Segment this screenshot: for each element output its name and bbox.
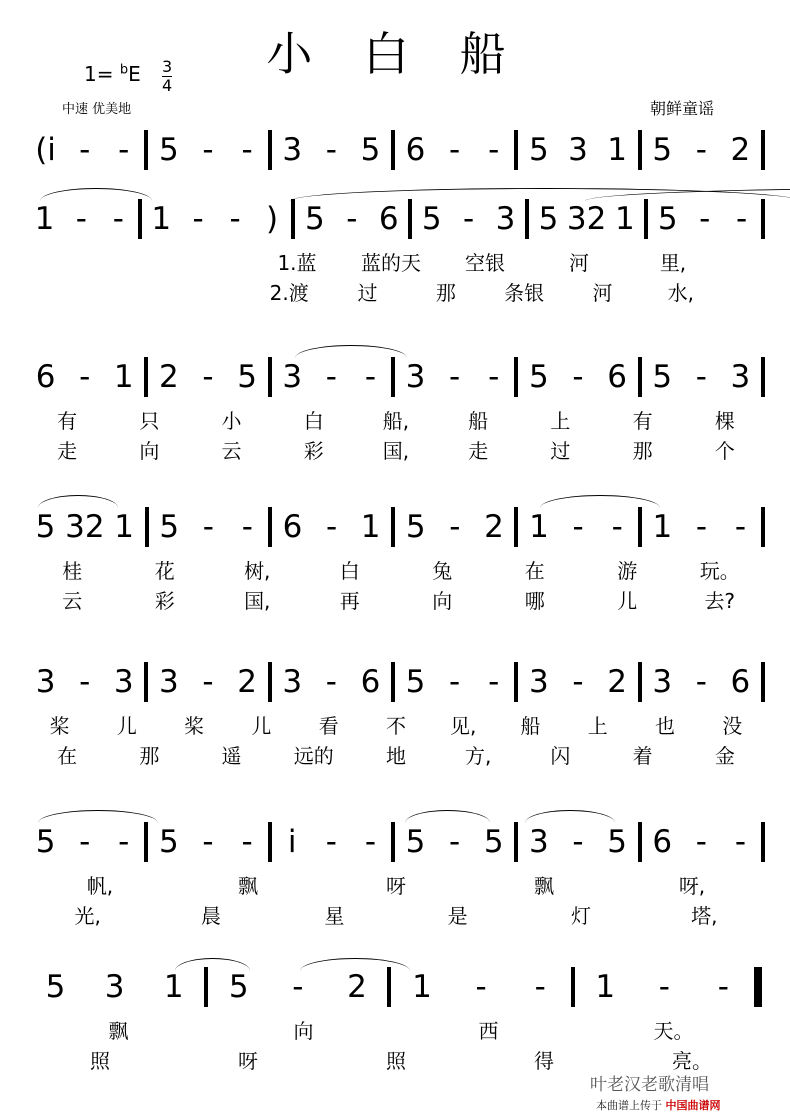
note: 5 xyxy=(538,201,559,237)
note: - xyxy=(202,824,214,860)
lyric-word: 树, xyxy=(244,559,271,583)
note: 3 xyxy=(405,359,426,395)
barline xyxy=(391,357,395,397)
lyric-word: 有 xyxy=(57,409,78,433)
note: - xyxy=(79,824,91,860)
note: 1 xyxy=(113,359,134,395)
note: - xyxy=(325,824,337,860)
note: 5 xyxy=(159,824,179,860)
slur xyxy=(295,345,407,358)
barline xyxy=(268,822,272,862)
note: 1 xyxy=(614,201,635,237)
note: - xyxy=(75,201,87,237)
lyric-word: 呀 xyxy=(386,874,406,898)
note: - xyxy=(695,132,707,168)
note: - xyxy=(572,824,584,860)
lyric-word: 蓝的天 xyxy=(361,251,421,275)
note: - xyxy=(118,132,130,168)
note: 6 xyxy=(652,824,673,860)
lyric-word: 游 xyxy=(617,559,638,583)
slur xyxy=(540,495,660,508)
note: - xyxy=(488,132,500,168)
lyric-row-7-verse-2 xyxy=(26,1045,766,1073)
barline xyxy=(387,967,391,1007)
barline xyxy=(268,662,272,702)
note: - xyxy=(449,824,461,860)
note: - xyxy=(241,824,253,860)
note: - xyxy=(325,132,337,168)
lyric-row-3-verse-1 xyxy=(26,405,766,433)
barline xyxy=(761,199,765,239)
barline xyxy=(514,507,518,547)
lyric-word: 个 xyxy=(714,439,735,463)
note: (i xyxy=(35,132,56,168)
lyric-word: 河 xyxy=(569,251,589,275)
note: 5 xyxy=(405,509,426,545)
note: 6 xyxy=(282,509,303,545)
note: - xyxy=(488,359,500,395)
barline xyxy=(761,130,765,170)
barline xyxy=(638,662,642,702)
note: - xyxy=(79,132,91,168)
lyric-word: 照 xyxy=(90,1049,110,1073)
lyric-word: 桂 xyxy=(62,559,83,583)
note: - xyxy=(364,359,377,395)
note: - xyxy=(735,201,748,237)
lyric-word: 遥 xyxy=(221,744,242,768)
barline xyxy=(571,967,575,1007)
note: 3 xyxy=(35,664,56,700)
lyric-word: 船 xyxy=(520,714,541,738)
note: 1 xyxy=(34,201,55,237)
lyric-word: 云 xyxy=(221,439,242,463)
note: - xyxy=(192,201,204,237)
lyric-word: 有 xyxy=(632,409,653,433)
note: - xyxy=(658,969,670,1005)
note: 6 xyxy=(405,132,426,168)
lyric-word: 过 xyxy=(357,281,378,305)
barline xyxy=(391,130,395,170)
note: 5 xyxy=(228,969,249,1005)
note: 32 xyxy=(566,201,607,237)
lyric-word: 远的 xyxy=(293,744,334,768)
lyric-word: 照 xyxy=(386,1049,406,1073)
lyric-word: 那 xyxy=(435,281,456,305)
barline xyxy=(144,822,148,862)
lyric-word: 兔 xyxy=(432,559,453,583)
barline xyxy=(144,357,148,397)
lyric-row-6-verse-1 xyxy=(26,870,766,898)
note: 2 xyxy=(347,969,367,1005)
note: 5 xyxy=(305,201,325,237)
lyric-word: 见, xyxy=(450,714,477,738)
note: 3 xyxy=(495,201,516,237)
lyric-word: 不 xyxy=(385,714,406,738)
barline xyxy=(525,199,529,239)
lyric-word: 向 xyxy=(432,589,453,613)
barline xyxy=(268,130,272,170)
lyric-word: 彩 xyxy=(154,589,175,613)
note: - xyxy=(572,509,584,545)
note: - xyxy=(449,509,461,545)
note: 5 xyxy=(159,509,180,545)
note: - xyxy=(449,664,461,700)
lyric-word: 白 xyxy=(303,409,324,433)
note: 3 xyxy=(282,132,303,168)
lyric-row-2-verse-2 xyxy=(250,277,720,305)
note: - xyxy=(734,509,747,545)
note: 3 xyxy=(159,664,179,700)
notes-row-1 xyxy=(26,128,766,172)
lyric-word: 船, xyxy=(382,409,410,433)
note: 5 xyxy=(405,664,426,700)
note: 5 xyxy=(35,824,56,860)
note: 6 xyxy=(607,359,627,395)
lyric-row-5-verse-2 xyxy=(26,740,766,768)
note: - xyxy=(325,359,337,395)
lyric-word: 水, xyxy=(667,281,694,305)
lyric-word: 飘 xyxy=(108,1019,129,1043)
lyric-row-7-verse-1 xyxy=(26,1015,766,1043)
lyric-word: 西 xyxy=(478,1019,499,1043)
lyric-row-6-verse-2 xyxy=(26,900,766,928)
note: 6 xyxy=(378,201,399,237)
lyric-row-5-verse-1 xyxy=(26,710,766,738)
note: 1 xyxy=(114,509,134,545)
note: - xyxy=(572,664,584,700)
lyric-word: 空银 xyxy=(465,251,505,275)
note: 2 xyxy=(730,132,751,168)
lyric-word: 没 xyxy=(722,714,743,738)
slur xyxy=(175,958,250,971)
lyric-word: 灯 xyxy=(570,904,591,928)
note: - xyxy=(699,201,711,237)
note: - xyxy=(364,824,377,860)
note: - xyxy=(112,201,124,237)
note: 5 xyxy=(421,201,442,237)
watermark-sub: 本曲谱上传于 中国曲谱网 xyxy=(596,1099,721,1112)
note: - xyxy=(241,132,253,168)
lyric-row-4-verse-2 xyxy=(26,585,766,613)
note: - xyxy=(118,824,130,860)
lyric-word: 桨 xyxy=(184,714,205,738)
note: 1 xyxy=(163,969,184,1005)
lyric-word: 过 xyxy=(550,439,571,463)
note: 5 xyxy=(45,969,66,1005)
notes-row-4 xyxy=(26,505,766,549)
note: - xyxy=(79,359,91,395)
note: 2 xyxy=(484,509,504,545)
time-signature: 3 4 xyxy=(162,57,173,95)
note: 1 xyxy=(607,132,627,168)
notes-row-5 xyxy=(26,660,766,704)
note: 5 xyxy=(529,359,549,395)
note: - xyxy=(695,664,707,700)
notes-row-6 xyxy=(26,820,766,864)
lyric-word: 再 xyxy=(339,589,360,613)
barline xyxy=(638,357,642,397)
barline xyxy=(644,199,648,239)
barline xyxy=(268,507,272,547)
lyric-word: 棵 xyxy=(714,409,735,433)
note: - xyxy=(202,132,214,168)
note: 1 xyxy=(595,969,616,1005)
note: 5 xyxy=(35,509,56,545)
tempo-marking: 中速 优美地 xyxy=(62,102,132,117)
lyric-word: 金 xyxy=(714,744,735,768)
lyric-word: 哪 xyxy=(524,589,545,613)
lyric-word: 花 xyxy=(154,559,175,583)
note: - xyxy=(241,509,253,545)
note: - xyxy=(202,664,214,700)
note: 1 xyxy=(360,509,381,545)
note: - xyxy=(611,509,623,545)
note: - xyxy=(534,969,546,1005)
song-source: 朝鲜童谣 xyxy=(650,99,715,118)
lyric-word: 塔, xyxy=(691,904,718,928)
barline xyxy=(408,199,412,239)
lyric-word: 国, xyxy=(244,589,271,613)
lyric-word: 是 xyxy=(447,904,468,928)
lyric-row-4-verse-1 xyxy=(26,555,766,583)
lyric-word: 只 xyxy=(139,409,160,433)
lyric-word: 上 xyxy=(550,409,571,433)
note: 5 xyxy=(360,132,381,168)
barline xyxy=(391,507,395,547)
lyric-word: 飘 xyxy=(238,874,258,898)
note: 1 xyxy=(652,509,673,545)
lyric-word: 星 xyxy=(324,904,345,928)
note: 5 xyxy=(237,359,257,395)
note: i xyxy=(287,824,297,860)
barline xyxy=(514,662,518,702)
note: 3 xyxy=(568,132,588,168)
barline xyxy=(204,967,208,1007)
lyric-word: 桨 xyxy=(49,714,70,738)
note: - xyxy=(202,509,214,545)
watermark-text: 叶老汉老歌清唱 xyxy=(590,1075,709,1095)
barline xyxy=(638,130,642,170)
note: - xyxy=(325,664,337,700)
note: - xyxy=(475,969,487,1005)
note: 6 xyxy=(730,664,751,700)
note: 5 xyxy=(652,132,673,168)
note: - xyxy=(463,201,475,237)
note: 3 xyxy=(113,664,134,700)
note: - xyxy=(695,824,707,860)
lyric-word: 地 xyxy=(385,744,406,768)
note: - xyxy=(734,824,746,860)
lyric-word: 向 xyxy=(293,1019,314,1043)
note: 5 xyxy=(652,359,673,395)
barline xyxy=(291,199,295,239)
lyric-word: 河 xyxy=(592,281,613,305)
notes-row-3 xyxy=(26,355,766,399)
lyric-word: 着 xyxy=(632,744,653,768)
lyric-word: 1.蓝 xyxy=(277,251,317,275)
lyric-row-3-verse-2 xyxy=(26,435,766,463)
note: - xyxy=(346,201,358,237)
barline xyxy=(145,507,149,547)
barline xyxy=(761,357,765,397)
barline xyxy=(514,357,518,397)
note: 6 xyxy=(35,359,56,395)
lyric-word: 方, xyxy=(465,744,492,768)
key-signature: 1= $^b$E xyxy=(84,62,141,86)
lyric-word: 那 xyxy=(139,744,160,768)
note: 1 xyxy=(151,201,172,237)
lyric-word: 帆, xyxy=(86,874,114,898)
note: 5 xyxy=(483,824,504,860)
song-title: 小 白 船 xyxy=(266,27,524,81)
lyric-word: 条银 xyxy=(504,281,545,305)
note: ) xyxy=(265,201,279,237)
slur xyxy=(405,810,490,823)
lyric-word: 云 xyxy=(62,589,83,613)
barline xyxy=(761,822,765,862)
barline xyxy=(144,130,148,170)
note: 5 xyxy=(657,201,678,237)
lyric-word: 2.渡 xyxy=(269,281,309,305)
lyric-word: 走 xyxy=(57,439,78,463)
note: 3 xyxy=(529,664,549,700)
lyric-word: 飘 xyxy=(534,874,554,898)
final-barline xyxy=(754,967,762,1007)
lyric-word: 光, xyxy=(74,904,101,928)
note: 3 xyxy=(282,664,303,700)
note: - xyxy=(449,132,461,168)
lyric-word: 也 xyxy=(655,714,676,738)
note: - xyxy=(717,969,729,1005)
slur xyxy=(525,810,615,823)
note: - xyxy=(572,359,584,395)
lyric-word: 小 xyxy=(221,409,242,433)
note: 2 xyxy=(607,664,627,700)
slur xyxy=(40,188,152,201)
note: - xyxy=(292,969,304,1005)
note: - xyxy=(229,201,241,237)
note: 2 xyxy=(237,664,257,700)
note: 5 xyxy=(159,132,179,168)
lyric-word: 呀 xyxy=(238,1049,258,1073)
lyric-word: 白 xyxy=(339,559,360,583)
barline xyxy=(514,822,518,862)
lyric-word: 晨 xyxy=(200,904,221,928)
lyric-word: 国, xyxy=(382,439,410,463)
lyric-word: 在 xyxy=(524,559,545,583)
note: 1 xyxy=(412,969,432,1005)
barline xyxy=(138,199,142,239)
slur xyxy=(38,495,118,508)
slur xyxy=(38,810,158,823)
barline xyxy=(638,507,642,547)
lyric-word: 走 xyxy=(468,439,489,463)
note: 32 xyxy=(65,509,105,545)
lyric-word: 儿 xyxy=(251,714,272,738)
note: 1 xyxy=(529,509,549,545)
lyric-word: 闪 xyxy=(550,744,571,768)
barline xyxy=(144,662,148,702)
barline xyxy=(391,822,395,862)
note: 5 xyxy=(607,824,627,860)
note: 3 xyxy=(104,969,125,1005)
note: - xyxy=(325,509,338,545)
barline xyxy=(638,822,642,862)
notes-row-2 xyxy=(26,197,766,241)
note: - xyxy=(695,359,707,395)
note: - xyxy=(695,509,707,545)
lyric-word: 得 xyxy=(534,1049,554,1073)
slur xyxy=(300,958,410,971)
note: 6 xyxy=(360,664,381,700)
barline xyxy=(761,507,765,547)
lyric-word: 上 xyxy=(587,714,608,738)
note: 2 xyxy=(159,359,179,395)
lyric-row-2-verse-1 xyxy=(250,247,720,275)
lyric-word: 儿 xyxy=(617,589,638,613)
barline xyxy=(268,357,272,397)
lyric-word: 玩。 xyxy=(699,559,740,583)
notes-row-7 xyxy=(26,965,766,1009)
barline xyxy=(391,662,395,702)
lyric-word: 彩 xyxy=(303,439,324,463)
note: - xyxy=(202,359,214,395)
note: 3 xyxy=(652,664,673,700)
lyric-word: 天。 xyxy=(653,1019,694,1043)
barline xyxy=(761,662,765,702)
lyric-word: 那 xyxy=(632,439,653,463)
lyric-word: 呀, xyxy=(678,874,706,898)
lyric-word: 去? xyxy=(704,589,736,613)
lyric-word: 向 xyxy=(139,439,160,463)
note: 3 xyxy=(529,824,549,860)
note: - xyxy=(449,359,461,395)
note: - xyxy=(79,664,91,700)
lyric-word: 里, xyxy=(659,251,687,275)
lyric-word: 看 xyxy=(318,714,339,738)
note: 3 xyxy=(282,359,303,395)
lyric-word: 儿 xyxy=(116,714,137,738)
barline xyxy=(514,130,518,170)
note: 3 xyxy=(730,359,751,395)
lyric-word: 船 xyxy=(468,409,489,433)
note: - xyxy=(488,664,500,700)
note: 5 xyxy=(405,824,426,860)
lyric-word: 亮。 xyxy=(672,1049,712,1073)
note: 5 xyxy=(529,132,549,168)
lyric-word: 在 xyxy=(57,744,78,768)
